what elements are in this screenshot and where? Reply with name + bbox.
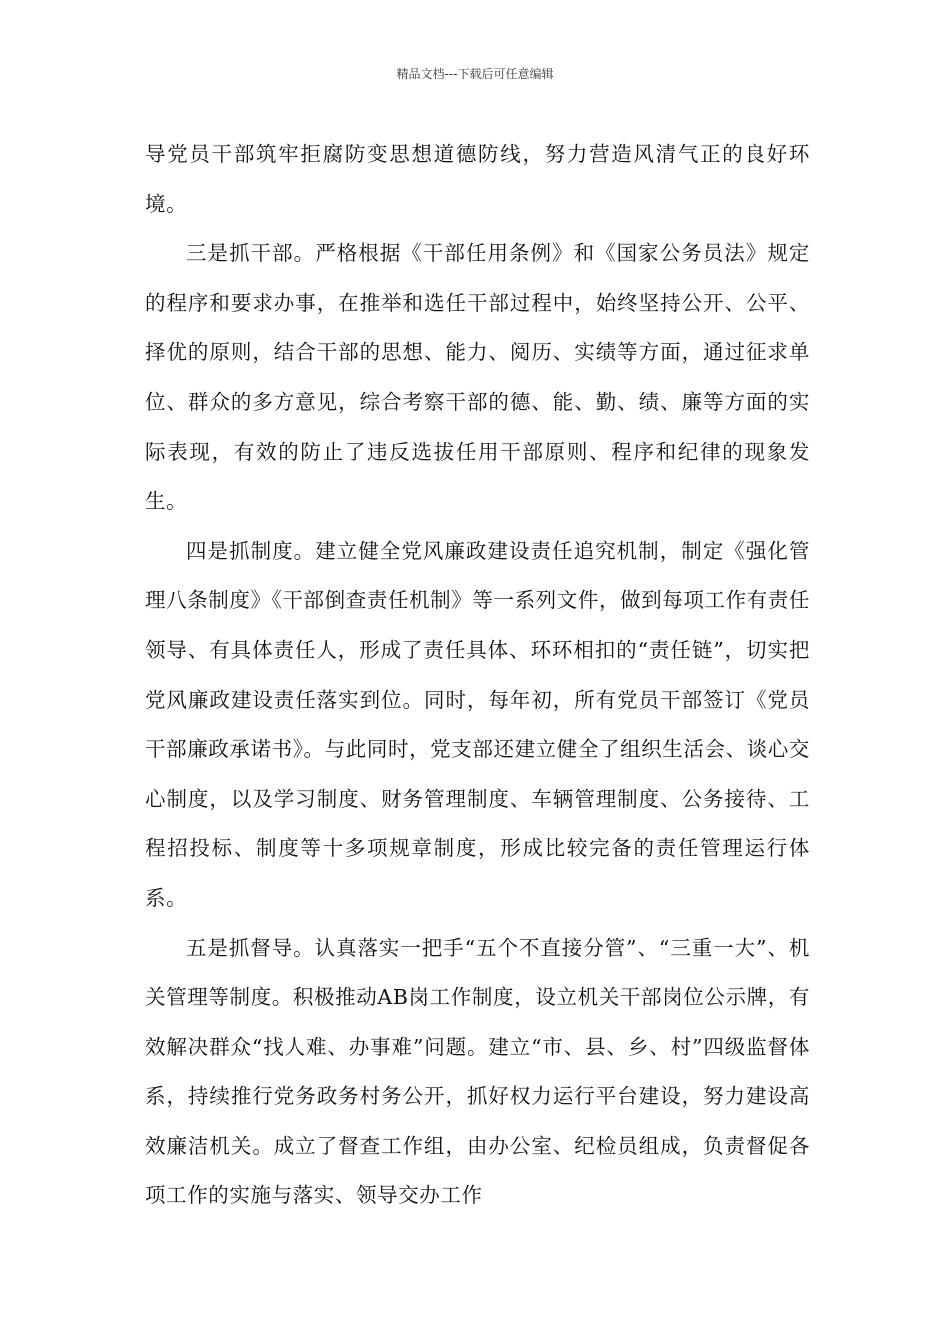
document-body <box>145 130 810 1221</box>
page-header: 精品文档---下载后可任意编辑 <box>396 67 554 81</box>
paragraph-system: 四是抓制度。建立健全党风廉政建设责任追究机制，制定《强化管理八条制度》《干部倒查责任机制》等一系列文件，做到每项工作有责任领导、有具体责任人，形成了责任具体、环环相扣的“责任链”，切实把党风廉政建设责任落实到位。同时，每年初，所有党员干部签订《党员干部廉政承诺书》。与此同时，党支部还建立健全了组织生活会、谈心交心制度，以及学习制度、财务管理制度、车辆管理制度、公务接待、工程招投标、制度等十多项规章制度，形成比较完备的责任管理运行体系。 <box>145 538 810 910</box>
paragraph-supervision: 五是抓督导。认真落实一把手“五个不直接分管”、“三重一大”、机关管理等制度。积极推动AB岗工作制度，设立机关干部岗位公示牌，有效解决群众“找人难、办事难”问题。建立“市、县、乡、村”四级监督体系，持续推行党务政务村务公开，抓好权力运行平台建设，努力建设高效廉洁机关。成立了督查工作组，由办公室、纪检员组成，负责督促各项工作的实施与落实、领导交办工作 <box>145 935 810 1208</box>
paragraph-cadres: 三是抓干部。严格根据《干部任用条例》和《国家公务员法》规定的程序和要求办事，在推举和选任干部过程中，始终坚持公开、公平、择优的原则，结合干部的思想、能力、阅历、实绩等方面，通过征求单位、群众的多方意见，综合考察干部的德、能、勤、绩、廉等方面的实际表现，有效的防止了违反选拔任用干部原则、程序和纪律的现象发生。 <box>145 241 810 514</box>
paragraph-continuation: 导党员干部筑牢拒腐防变思想道德防线，努力营造风清气正的良好环境。 <box>145 142 810 216</box>
